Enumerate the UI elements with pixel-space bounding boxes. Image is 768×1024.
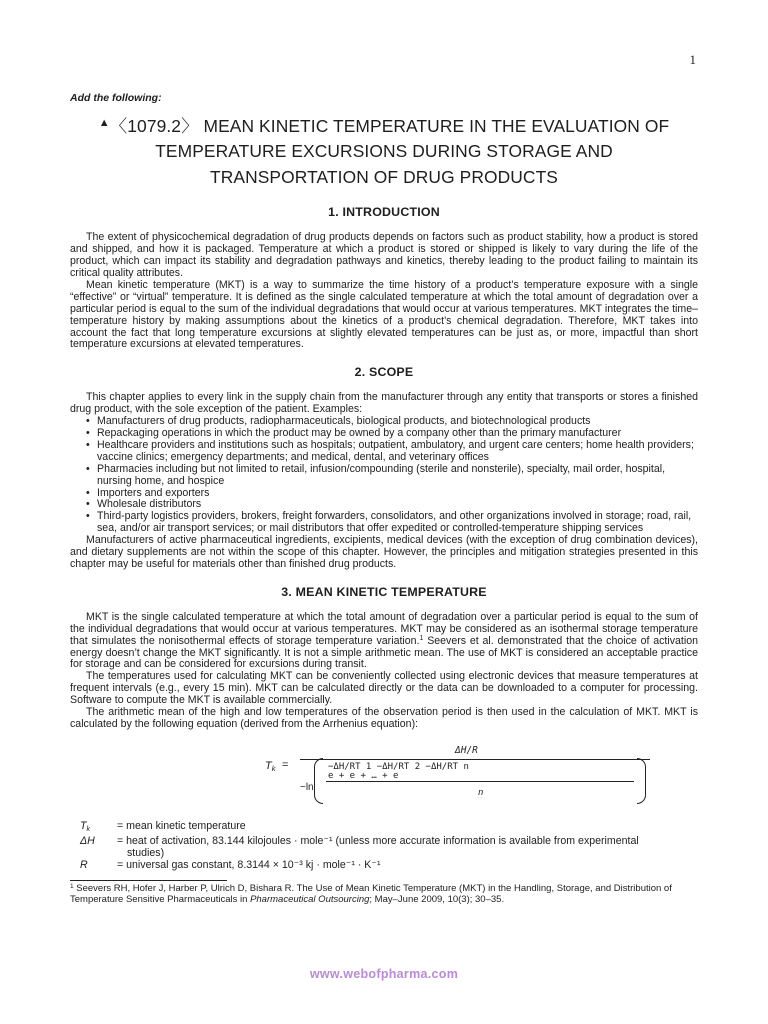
scope-bullet-list	[86, 416, 698, 535]
footnote: $^1$ Seevers RH, Hofer J, Harber P, Ulrich D, Bishara R. The Use of Mean Kinetic Temperature (MKT) in the Handling, Storage, and Distribution of Temperature Sensitive Pharmaceuticals in Pharmaceutical Outsourcing; May–June 2009, 10(3); 30–35.	[70, 883, 672, 906]
intro-paragraph-2: Mean kinetic temperature (MKT) is a way to summarize the time history of a product’s temperature exposure with a single “effective” or “virtual” temperature. It is defined as the single calculated temperature at which the total amount of degradation over a particular period is equal to the sum of the individual degradations that would occur at various temperatures. MKT integrates the time–temperature history by making assumptions about the kinetics of a product’s chemical degradation. Therefore, MKT takes into account the fact that long temperature excursions at slightly elevated temperatures can be just as, or more, impactful than short temperature excursions at elevated temperatures.	[70, 278, 698, 351]
scope-paragraph-1: This chapter applies to every link in the supply chain from the manufacturer through any entity that transports or stores a finished drug product, with the sole exception of the patient. Examples:	[70, 391, 698, 416]
variable-definitions	[70, 821, 698, 872]
list-item: • Repackaging operations in which the product may be owned by a company other than the primary manufacturer	[86, 428, 698, 440]
equation-left-paren	[314, 758, 323, 804]
mkt-paragraph-2: The temperatures used for calculating MKT can be conveniently collected using electronic devices that measure temperatures at frequent intervals (e.g., every 15 min). MKT can be calculated directly or the data can be downloaded to a computer for processing. Software to compute the MKT is available commercially.	[70, 670, 698, 707]
list-item: • Manufacturers of drug products, radiopharmaceuticals, biological products, and biotechnological products	[86, 416, 698, 428]
intro-paragraph-1: The extent of physicochemical degradation of drug products depends on factors such as product stability, how a product is stored and shipped, and how it is packaged. Temperature at which a product is stored or shipped is likely to vary during the life of the product, which can impact its stability and degradation pathways and kinetics, thereby leading to the product failing to maintain its critical quality attributes.	[70, 231, 698, 280]
chapter-title	[70, 111, 698, 191]
equation-exponential-terms: e + e + … + e	[328, 770, 399, 781]
definition-row: $T_k$ = mean kinetic temperature	[80, 819, 246, 833]
equation-fraction-bar	[300, 759, 650, 760]
definition-row: ΔH = heat of activation, 83.144 kilojoules · mole⁻¹ (unless more accurate information is available from experimental studies)	[80, 834, 639, 859]
equation-inner-fraction-bar	[326, 781, 634, 782]
equation-lhs: $T_k$	[265, 759, 276, 773]
mkt-paragraph-1: MKT is the single calculated temperature at which the total amount of degradation over a particular period is equal to the sum of the individual degradations that would occur at various temperatures. MKT may be considered as an isothermal storage temperature that simulates the nonisothermal effects of storage temperature variation.$^1$ Seevers et al. demonstrated that the choice of activation energy doesn’t change the MKT significantly. It is not a simple arithmetic mean. The use of MKT is considered an acceptable practice for storage and can be considered for excursions during transit.	[70, 610, 698, 671]
footnote-ref[interactable]: 1	[419, 634, 424, 642]
list-item: • Third-party logistics providers, brokers, freight forwarders, consolidators, and other organizations involved in storage; road, rail, sea, and/or air transport services; or mail distributors that offer expedited or controlled-temperature shipping services	[86, 511, 698, 535]
footnote-divider	[70, 880, 227, 881]
section-heading-introduction: 1. INTRODUCTION	[328, 205, 440, 220]
equation-right-paren	[637, 758, 646, 804]
page-number: 1	[689, 52, 696, 67]
list-item: • Pharmacies including but not limited to retail, infusion/compounding (sterile and nonsterile), specialty, mail order, hospital, nursing home, and hospice	[86, 464, 698, 488]
mkt-equation	[70, 745, 698, 805]
mkt-paragraph-3: The arithmetic mean of the high and low temperatures of the observation period is then used in the calculation of MKT. MKT is calculated by the following equation (derived from the Arrhenius equation):	[70, 706, 698, 730]
definition-row: R = universal gas constant, 8.3144 × 10⁻³ kj · mole⁻¹ · K⁻¹	[80, 858, 381, 871]
section-heading-scope: 2. SCOPE	[354, 365, 414, 380]
section-heading-mkt: 3. MEAN KINETIC TEMPERATURE	[281, 584, 487, 599]
equation-minus-ln: −ln	[300, 781, 314, 793]
chapter-title-line-1: ▲〈1079.2〉 MEAN KINETIC TEMPERATURE IN THE EVALUATION OF	[98, 115, 670, 136]
add-note: Add the following:	[70, 92, 162, 104]
equation-denominator: n	[478, 787, 484, 798]
equation-equals: =	[282, 758, 289, 771]
list-item: • Wholesale distributors	[86, 499, 698, 511]
equation-exponents: −ΔH/RT 1 −ΔH/RT 2 −ΔH/RT n	[328, 761, 469, 772]
document-body	[70, 93, 698, 905]
chapter-title-line-3: TRANSPORTATION OF DRUG PRODUCTS	[209, 166, 559, 187]
list-item: • Importers and exporters	[86, 488, 698, 500]
list-item: • Healthcare providers and institutions such as hospitals; outpatient, ambulatory, and urgent care centers; home health providers; vaccine clinics; emergency departments; and medical, dental, and veterinary offices	[86, 440, 698, 464]
watermark-link[interactable]: www.webofpharma.com	[309, 967, 459, 981]
chapter-title-line-2: TEMPERATURE EXCURSIONS DURING STORAGE AND	[155, 141, 613, 162]
equation-numerator: ΔH/R	[455, 744, 478, 756]
scope-paragraph-2: Manufacturers of active pharmaceutical ingredients, excipients, medical devices (with the exception of drug combination devices), and dietary supplements are not within the scope of this chapter. However, the principles and mitigation strategies presented in this chapter may be useful for materials other than finished drug products.	[70, 534, 698, 570]
addition-marker-icon: ▲	[98, 116, 110, 129]
